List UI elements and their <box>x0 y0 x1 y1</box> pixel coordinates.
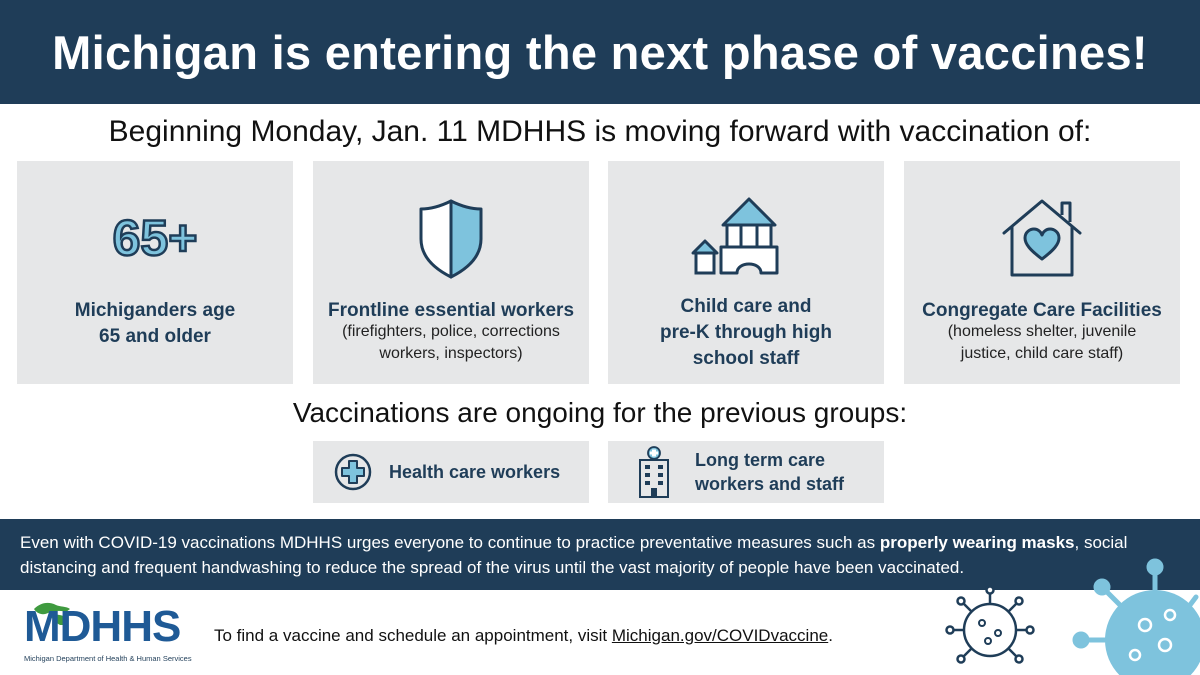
65-plus-icon <box>17 193 293 283</box>
card-title: Michiganders age 65 and older <box>74 300 236 347</box>
building-blocks-icon <box>608 193 884 283</box>
card-congregate-care <box>904 161 1180 384</box>
card-title: Child care and pre-K through high school staff <box>659 296 833 369</box>
subheading: Beginning Monday, Jan. 11 MDHHS is moving forward with vaccination of: <box>108 115 1092 148</box>
virus-illustration <box>940 535 1200 675</box>
card-subtitle: (homeless shelter, juvenile justice, child care staff) <box>947 323 1137 362</box>
card-child-care <box>608 161 884 384</box>
notice-text: Even with COVID-19 vaccinations MDHHS urges everyone to continue to practice preventative measures such as properly wearing masks, social distancing and frequent handwashing to reduce the spread of the virus until the vast majority of people have been vaccinated. <box>20 533 1128 577</box>
group-long-term-care <box>608 441 884 503</box>
card-65-plus <box>17 161 293 384</box>
header-banner <box>0 0 1200 104</box>
card-frontline-workers <box>313 161 589 384</box>
card-subtitle: (firefighters, police, corrections workers, inspectors) <box>342 323 560 362</box>
house-heart-icon <box>904 193 1180 283</box>
card-title: Congregate Care Facilities <box>922 300 1162 321</box>
covid-vaccine-link[interactable]: Michigan.gov/COVIDvaccine <box>611 626 829 645</box>
group-label: Long term care workers and staff <box>695 450 845 494</box>
group-label: Health care workers <box>389 462 561 482</box>
page-title: Michigan is entering the next phase of vaccines! <box>52 25 1148 79</box>
footer-text: To find a vaccine and schedule an appointment, visit Michigan.gov/COVIDvaccine. <box>214 626 833 645</box>
shield-icon <box>313 193 589 283</box>
small-virus-icon <box>947 587 1034 663</box>
mdhhs-logo: MDHHS Michigan Department of Health & Human Services <box>22 597 202 667</box>
ongoing-heading: Vaccinations are ongoing for the previous groups: <box>292 397 908 428</box>
medical-cross-icon <box>333 452 373 492</box>
large-virus-icon <box>1075 561 1200 675</box>
card-title: Frontline essential workers <box>327 300 575 321</box>
hospital-building-icon <box>636 445 672 499</box>
group-health-care-workers <box>313 441 589 503</box>
svg-text:65+: 65+ <box>112 210 198 266</box>
